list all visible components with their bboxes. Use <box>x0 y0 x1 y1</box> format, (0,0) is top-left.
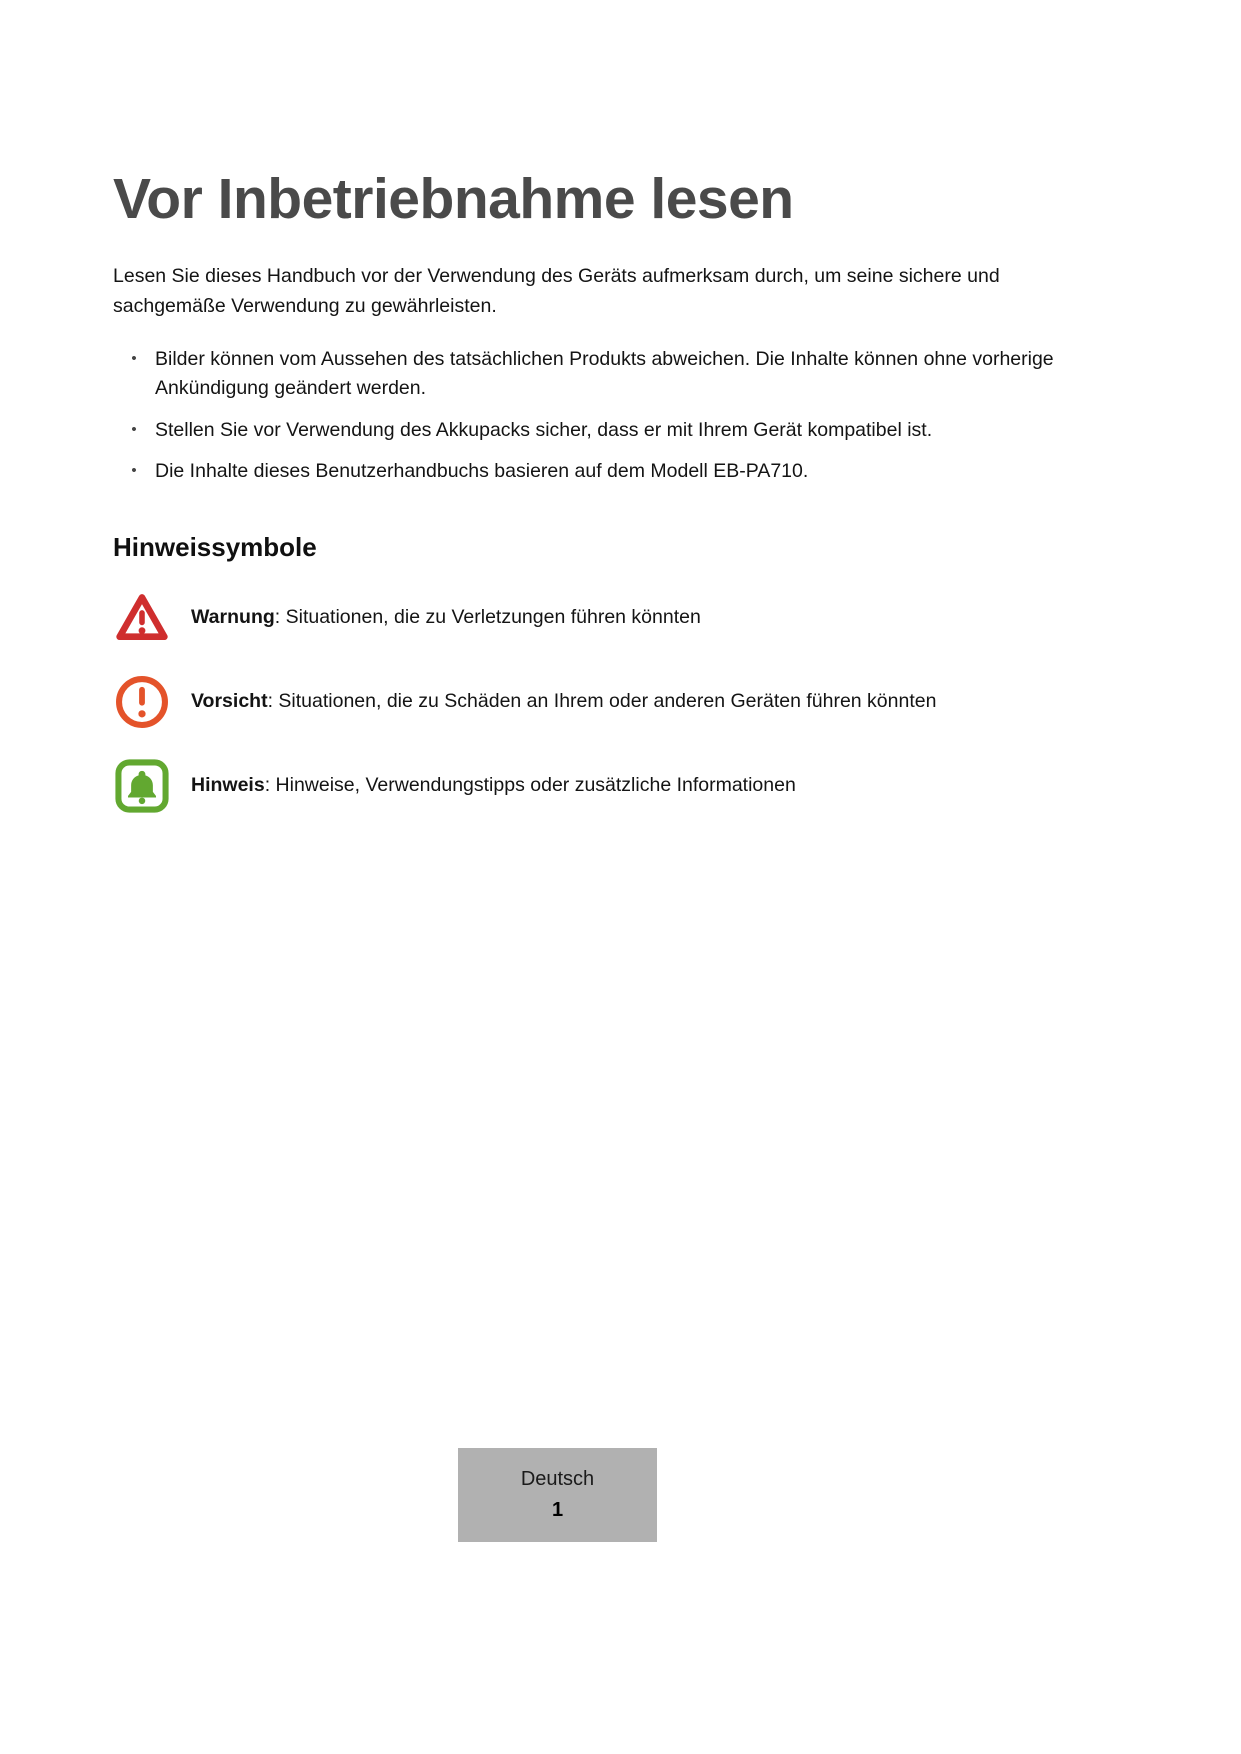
bullet-icon: • <box>131 461 137 479</box>
bullet-text: Bilder können vom Aussehen des tatsächlichen Produkts abweichen. Die Inhalte können ohne vorherige Ankündigung geändert werden. <box>155 348 1054 400</box>
notice-bell-icon <box>113 757 171 815</box>
page-content <box>0 0 1241 815</box>
symbol-description: : Situationen, die zu Verletzungen führen könnten <box>274 606 701 629</box>
page-footer <box>458 1448 657 1542</box>
symbol-description: : Situationen, die zu Schäden an Ihrem oder anderen Geräten führen könnten <box>267 690 937 713</box>
intro-paragraph: Lesen Sie dieses Handbuch vor der Verwendung des Geräts aufmerksam durch, um seine sichere und sachgemäße Verwendung zu gewährleisten. <box>113 264 1000 317</box>
symbol-legend <box>113 589 1131 815</box>
footer-language-label: Deutsch <box>520 1468 595 1490</box>
footer-page-number: 1 <box>551 1499 564 1521</box>
section-heading: Hinweissymbole <box>113 532 317 563</box>
symbol-text <box>191 772 796 799</box>
symbol-row-notice <box>113 757 1131 815</box>
list-item <box>113 345 1098 404</box>
bullet-list <box>113 345 1098 486</box>
bullet-text: Stellen Sie vor Verwendung des Akkupacks sicher, dass er mit Ihrem Gerät kompatibel ist. <box>155 418 933 441</box>
symbol-label: Vorsicht <box>191 690 268 713</box>
page-title: Vor Inbetriebnahme lesen <box>113 167 794 231</box>
list-item <box>113 457 1098 486</box>
caution-circle-icon <box>113 673 171 731</box>
symbol-label: Warnung <box>191 606 275 629</box>
warning-triangle-icon <box>113 589 171 647</box>
bullet-icon: • <box>131 350 137 368</box>
symbol-text <box>191 604 701 631</box>
symbol-description: : Hinweise, Verwendungstipps oder zusätzliche Informationen <box>264 774 796 797</box>
symbol-text <box>191 688 936 715</box>
list-item <box>113 416 1098 445</box>
bullet-text: Die Inhalte dieses Benutzerhandbuchs basieren auf dem Modell EB-PA710. <box>155 459 809 482</box>
symbol-row-caution <box>113 673 1131 731</box>
symbol-row-warning <box>113 589 1131 647</box>
symbol-label: Hinweis <box>191 774 265 797</box>
bullet-icon: • <box>131 420 137 438</box>
